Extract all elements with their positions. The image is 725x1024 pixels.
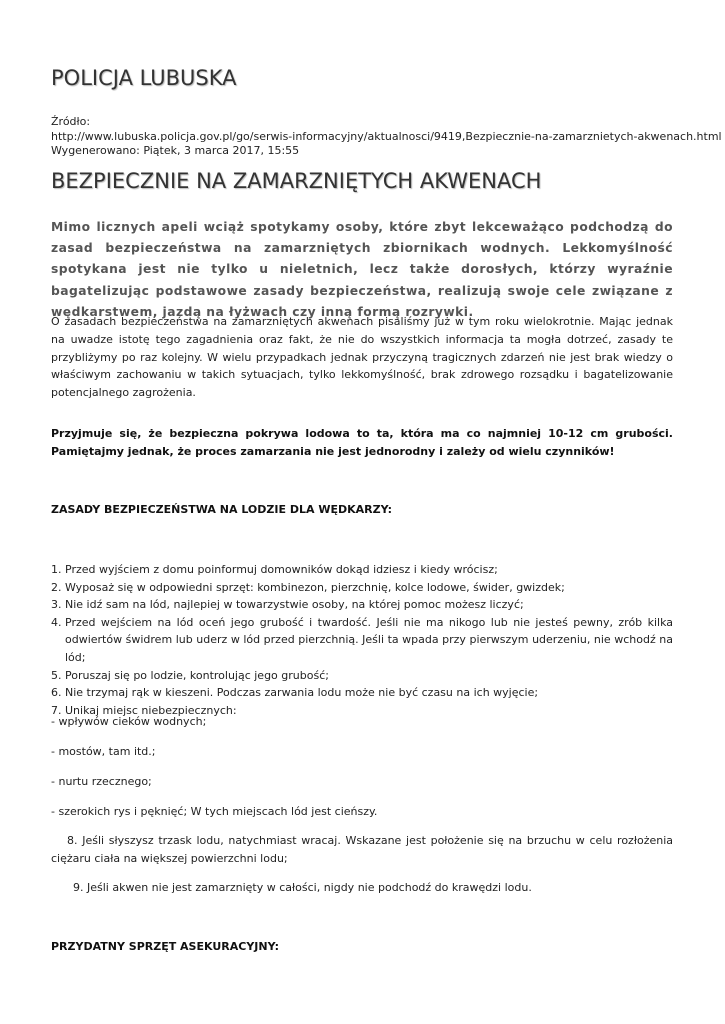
rule-8-paragraph: 8. Jeśli słyszysz trzask lodu, natychmiast wracaj. Wskazane jest położenie się na brzuchu w celu rozłożenia ciężaru ciała na większej powierzchni lodu; xyxy=(51,834,673,865)
list-item xyxy=(51,684,673,702)
list-item-number: 7. xyxy=(51,703,62,717)
list-item-number: 4. xyxy=(51,615,62,629)
list-item-text: Przed wejściem na lód oceń jego grubość i twardość. Jeśli nie ma nikogo lub nie jesteś pewny, zrób kilka odwiertów świdrem lub uderz w lód przed pierzchnią. Jeśli ta wpada przy pierwszym uderzeniu, nie wchodź na lód; xyxy=(65,615,673,664)
list-item-text: Unikaj miejsc niebezpiecznych: xyxy=(65,703,237,717)
list-item xyxy=(51,579,673,597)
list-item-text: Nie trzymaj rąk w kieszeni. Podczas zarwania lodu może nie być czasu na ich wyjęcie; xyxy=(65,686,539,700)
list-item-text: Przed wyjściem z domu poinformuj domowników dokąd idziesz i kiedy wrócisz; xyxy=(65,563,498,576)
source-url[interactable]: http://www.lubuska.policja.gov.pl/go/serwis-informacyjny/aktualnosci/9419,Bezpiecznie-na-zamarznietych-akwenach.html xyxy=(51,129,722,143)
list-item-text: Nie idź sam na lód, najlepiej w towarzystwie osoby, na której pomoc możesz liczyć; xyxy=(65,598,524,612)
list-item-number: 6. xyxy=(51,686,62,700)
list-item-text: Poruszaj się po lodzie, kontrolując jego grubość; xyxy=(65,668,329,682)
generated-date: Wygenerowano: Piątek, 3 marca 2017, 15:55 xyxy=(51,144,300,157)
list-item xyxy=(51,596,673,614)
rules-list xyxy=(51,561,673,719)
danger-item-streams: - wpływów cieków wodnych; xyxy=(51,715,207,728)
list-item xyxy=(51,667,673,685)
source-label: Źródło: xyxy=(51,115,91,128)
list-item xyxy=(51,614,673,667)
source-meta xyxy=(51,115,722,159)
article-title: BEZPIECZNIE NA ZAMARZNIĘTYCH AKWENACH xyxy=(51,169,542,193)
list-item-number: 1. xyxy=(51,563,62,576)
intro-paragraph: O zasadach bezpieczeństwa na zamarzniętych akwenach pisaliśmy już w tym roku wielokrotnie. Mając jednak na uwadze istotę tego zagadnienia oraz fakt, że nie do wszystkich informacja ta mogła dotrzeć, zasady te przybliżymy po raz kolejny. W wielu przypadkach jednak przyczyną tragicznych zdarzeń nie jest brak wiedzy o właściwym zachowaniu w takich sytuacjach, tylko lekkomyślność, brak zdrowego rozsądku i bagatelizowanie potencjalnego zagrożenia. xyxy=(51,315,673,400)
list-item-text: Wyposaż się w odpowiedni sprzęt: kombinezon, pierzchnię, kolce lodowe, świder, gwizdek; xyxy=(65,580,565,594)
section-heading-equipment: PRZYDATNY SPRZĘT ASEKURACYJNY: xyxy=(51,940,279,953)
danger-item-cracks: - szerokich rys i pęknięć; W tych miejscach lód jest cieńszy. xyxy=(51,805,378,818)
rule-9-paragraph: 9. Jeśli akwen nie jest zamarznięty w całości, nigdy nie podchodź do krawędzi lodu. xyxy=(73,881,532,894)
list-item-number: 5. xyxy=(51,668,62,682)
list-item-number: 2. xyxy=(51,580,62,594)
list-item xyxy=(51,561,673,579)
list-item-number: 3. xyxy=(51,598,62,612)
section-heading-anglers: ZASADY BEZPIECZEŃSTWA NA LODZIE DLA WĘDKARZY: xyxy=(51,503,392,516)
ice-thickness-note: Przyjmuje się, że bezpieczna pokrywa lodowa to ta, która ma co najmniej 10-12 cm grubości. Pamiętajmy jednak, że proces zamarzania nie jest jednorodny i zależy od wielu czynników! xyxy=(51,427,673,458)
site-title: POLICJA LUBUSKA xyxy=(51,66,237,90)
article-lead: Mimo licznych apeli wciąż spotykamy osoby, które zbyt lekceważąco podchodzą do zasad bezpieczeństwa na zamarzniętych zbiornikach wodnych. Lekkomyślność spotykana jest nie tylko u nieletnich, lecz także dorosłych, którzy wyraźnie bagatelizując podstawowe zasady bezpieczeństwa, realizują swoje cele związane z wędkarstwem, jazdą na łyżwach czy inną formą rozrywki. xyxy=(51,220,673,319)
danger-item-bridges: - mostów, tam itd.; xyxy=(51,745,156,758)
danger-item-current: - nurtu rzecznego; xyxy=(51,775,152,788)
